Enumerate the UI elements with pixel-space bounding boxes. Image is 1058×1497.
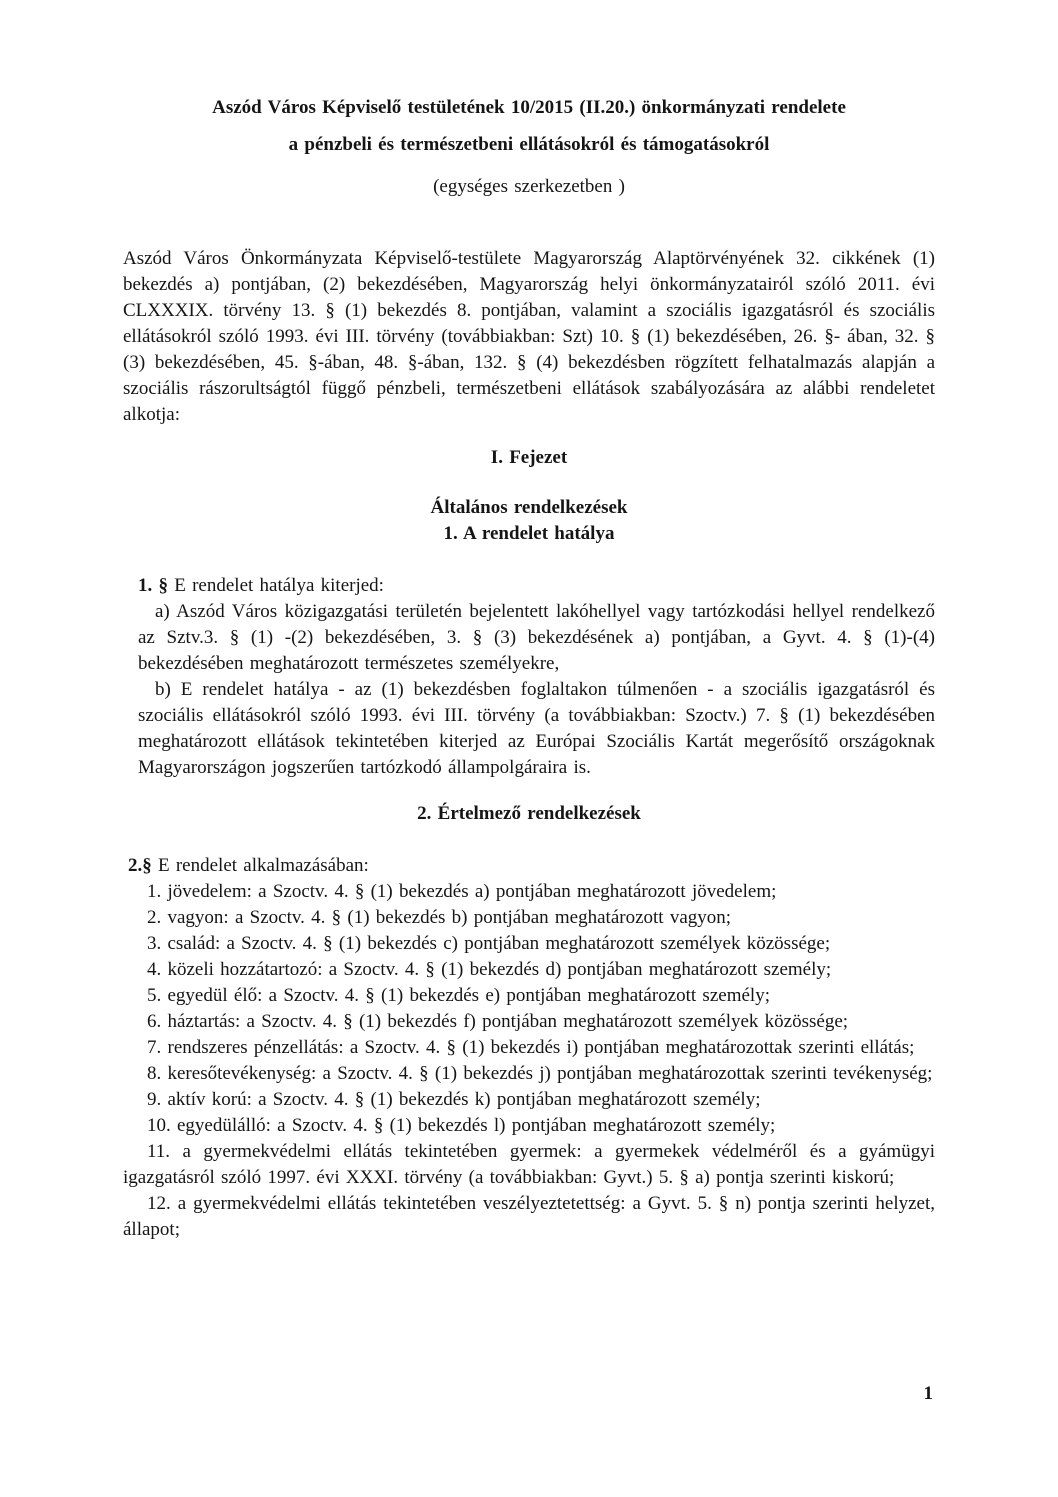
definition-item-4: 4. közeli hozzátartozó: a Szoctv. 4. § (1) bekezdés d) pontjában meghatározott személy;	[147, 959, 832, 980]
definition-item-12: 12. a gyermekvédelmi ellátás tekintetében veszélyeztetettség: a Gyvt. 5. § n) pontja szerinti helyzet, állapot;	[123, 1193, 935, 1240]
definition-item-1: 1. jövedelem: a Szoctv. 4. § (1) bekezdés a) pontjában meghatározott jövedelem;	[147, 881, 777, 902]
page-number: 1	[923, 1383, 933, 1404]
definition-item-7: 7. rendszeres pénzellátás: a Szoctv. 4. § (1) bekezdés i) pontjában meghatározottak szerinti ellátás;	[147, 1037, 915, 1058]
chapter-1-heading: I. Fejezet	[490, 447, 568, 468]
preamble-paragraph: Aszód Város Önkormányzata Képviselő-testülete Magyarország Alaptörvényének 32. cikkének (1) bekezdés a) pontjában, (2) bekezdésében, Magyarország helyi önkormányzatairól szóló 2011. évi CLXXXIX. törvény 13. § (1) bekezdés 8. pontjában, valamint a szociális igazgatásról és szociális ellátásokról szóló 1993. évi III. törvény (továbbiakban: Szt) 10. § (1) bekezdésében, 26. §- ában, 32. § (3) bekezdésében, 45. §-ában, 48. §-ában, 132. § (4) bekezdésben rögzített felhatalmazás alapján a szociális rászorultságtól függő pénzbeli, természetbeni ellátások szabályozására az alábbi rendeletet alkotja:	[123, 248, 935, 425]
doc-title-line2: a pénzbeli és természetbeni ellátásokról és támogatásokról	[288, 134, 770, 155]
definition-item-3: 3. család: a Szoctv. 4. § (1) bekezdés c) pontjában meghatározott személyek közössége;	[147, 933, 831, 954]
definition-item-8: 8. keresőtevékenység: a Szoctv. 4. § (1) bekezdés j) pontjában meghatározottak szerinti tevékenység;	[147, 1063, 933, 1084]
section-2-number: 2.§	[128, 855, 152, 876]
doc-subtitle: (egységes szerkezetben )	[433, 176, 625, 197]
section-2-lead-text: E rendelet alkalmazásában:	[158, 855, 369, 876]
section-2-lead	[123, 853, 935, 879]
section-1-block	[138, 573, 935, 781]
section-1-lead	[138, 573, 935, 599]
section-2-block	[123, 853, 935, 1243]
section-1-number: 1. §	[138, 575, 168, 596]
section-1-title: 1. A rendelet hatálya	[443, 523, 615, 544]
definition-item-5: 5. egyedül élő: a Szoctv. 4. § (1) bekezdés e) pontjában meghatározott személy;	[147, 985, 770, 1006]
section-1-item-a: a) Aszód Város közigazgatási területén bejelentett lakóhellyel vagy tartózkodási hellyel rendelkező az Sztv.3. § (1) -(2) bekezdésében, 3. § (3) bekezdésének a) pontjában, a Gyvt. 4. § (1)-(4) bekezdésében meghatározott természetes személyekre,	[138, 601, 935, 674]
definition-item-10: 10. egyedülálló: a Szoctv. 4. § (1) bekezdés l) pontjában meghatározott személy;	[147, 1115, 776, 1136]
section-1-item-b: b) E rendelet hatálya - az (1) bekezdésben foglaltakon túlmenően - a szociális igazgatásról és szociális ellátásokról szóló 1993. évi III. törvény (a továbbiakban: Szoctv.) 7. § (1) bekezdésében meghatározott ellátások tekintetében kiterjed az Európai Szociális Kartát megerősítő országoknak Magyarországon jogszerűen tartózkodó állampolgáraira is.	[138, 679, 935, 778]
doc-title-line1: Aszód Város Képviselő testületének 10/2015 (II.20.) önkormányzati rendelete	[212, 97, 846, 118]
section-2-title: 2. Értelmező rendelkezések	[417, 803, 641, 824]
definition-item-2: 2. vagyon: a Szoctv. 4. § (1) bekezdés b) pontjában meghatározott vagyon;	[147, 907, 732, 928]
general-provisions-heading: Általános rendelkezések	[430, 497, 628, 518]
definition-item-9: 9. aktív korú: a Szoctv. 4. § (1) bekezdés k) pontjában meghatározott személy;	[147, 1089, 761, 1110]
definition-item-6: 6. háztartás: a Szoctv. 4. § (1) bekezdés f) pontjában meghatározott személyek közössége;	[147, 1011, 849, 1032]
document-content	[123, 95, 935, 1243]
section-1-lead-text: E rendelet hatálya kiterjed:	[174, 575, 384, 596]
definition-item-11: 11. a gyermekvédelmi ellátás tekintetében gyermek: a gyermekek védelméről és a gyámügyi igazgatásról szóló 1997. évi XXXI. törvény (a továbbiakban: Gyvt.) 5. § a) pontja szerinti kiskorú;	[123, 1141, 935, 1188]
